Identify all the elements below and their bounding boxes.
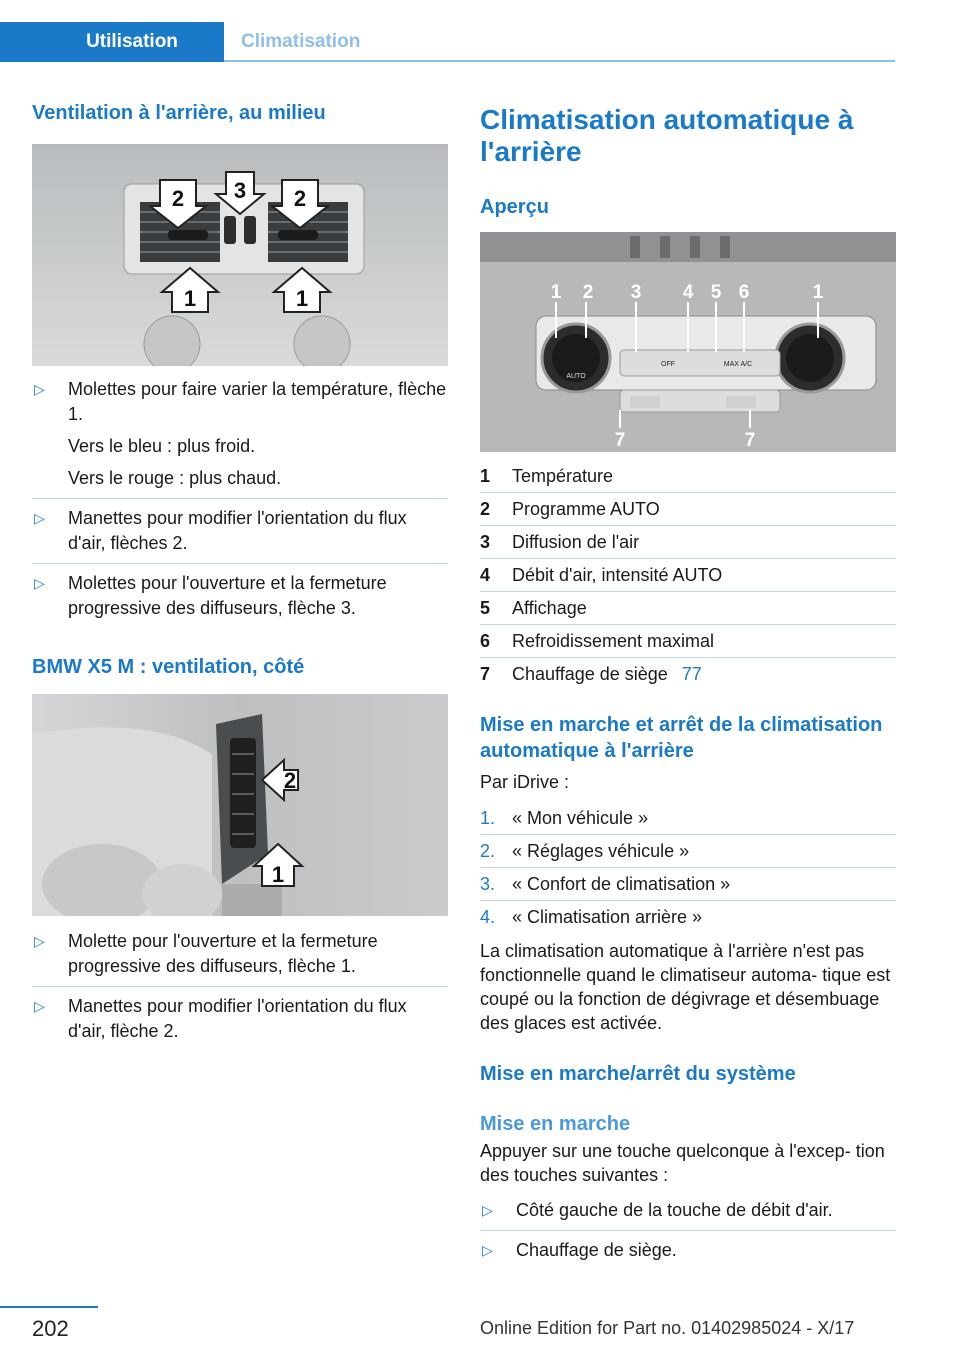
step-number: 3.: [480, 874, 496, 894]
legend-number: 7: [480, 664, 491, 684]
list-item-text: Vers le bleu : plus froid.: [68, 436, 256, 456]
triangle-bullet-icon: ▷: [482, 1202, 493, 1218]
step-number: 4.: [480, 907, 496, 927]
legend-text: Affichage: [512, 598, 587, 618]
legend-row: [480, 559, 896, 592]
panel-label-4: 4: [682, 282, 694, 303]
legend-number: 1: [480, 466, 491, 486]
triangle-bullet-icon: ▷: [34, 575, 45, 591]
panel-label-3: 3: [630, 282, 642, 303]
panel-label-7b: 7: [744, 430, 756, 451]
list-item: [32, 499, 448, 564]
panel-label-5: 5: [710, 282, 722, 303]
legend-row: [480, 592, 896, 625]
tab-utilisation-label: Utilisation: [86, 31, 178, 52]
tab-climatisation[interactable]: [224, 22, 401, 62]
legend-text: Débit d'air, intensité AUTO: [512, 565, 723, 585]
step-item: [480, 901, 896, 933]
photo1-label-1b: 1: [295, 286, 309, 311]
right-column: [480, 100, 896, 1270]
edition-footer: Online Edition for Part no. 01402985024 - X/17: [480, 1318, 855, 1338]
legend-text: Refroidissement maximal: [512, 631, 715, 651]
panel-label-1b: 1: [812, 282, 824, 303]
step-number: 1.: [480, 808, 496, 828]
header-tabs: [0, 22, 895, 62]
legend-row: [480, 658, 896, 690]
list-item-text: Manettes pour modifier l'orientation du flux d'air, flèches 2.: [68, 508, 407, 553]
list-item-text: Molettes pour faire varier la température, flèche 1.: [68, 379, 447, 424]
page-reference-link[interactable]: 77: [681, 664, 702, 684]
panel-maxac-label: MAX A/C: [723, 361, 753, 368]
step-text: « Mon véhicule »: [512, 808, 649, 828]
panel-label-2: 2: [582, 282, 594, 303]
tab-divider: [224, 60, 895, 62]
climate-control-panel-photo: [480, 232, 896, 452]
list-item: [480, 1191, 896, 1231]
photo1-label-2a: 2: [171, 186, 185, 211]
legend-number: 2: [480, 499, 491, 519]
triangle-bullet-icon: ▷: [34, 510, 45, 526]
side-vent-photo: [32, 694, 448, 916]
triangle-bullet-icon: ▷: [34, 998, 45, 1014]
photo2-label-1: 1: [271, 862, 285, 887]
section-title-onoff: Mise en marche et arrêt de la climatisation automatique à l'arrière: [480, 714, 883, 762]
photo2-label-2: 2: [283, 768, 297, 793]
panel-label-7a: 7: [614, 430, 626, 451]
list-item: [480, 1231, 896, 1270]
panel-label-1a: 1: [550, 282, 562, 303]
section-title-system: Mise en marche/arrêt du système: [480, 1063, 796, 1085]
list-item-text: Molette pour l'ouverture et la fermeture progressive des diffuseurs, flèche 1.: [68, 931, 378, 976]
legend-text: Chauffage de siège: [512, 664, 668, 684]
panel-label-6: 6: [738, 282, 750, 303]
step-item: [480, 802, 896, 835]
step-text: « Climatisation arrière »: [512, 907, 703, 927]
legend-number: 5: [480, 598, 491, 618]
idrive-intro: Par iDrive :: [480, 772, 570, 792]
list-item-text: Molettes pour l'ouverture et la fermeture progressive des diffuseurs, flèche 3.: [68, 573, 387, 618]
exceptions-list: [480, 1191, 896, 1270]
legend-text: Diffusion de l'air: [512, 532, 640, 552]
list-item-text: Vers le rouge : plus chaud.: [68, 468, 282, 488]
list-item: [32, 370, 448, 499]
legend-row: [480, 526, 896, 559]
step-text: « Confort de climatisation »: [512, 874, 731, 894]
legend-row: [480, 493, 896, 526]
section-title-overview: Aperçu: [480, 196, 549, 218]
page-number-rule: [0, 1306, 98, 1308]
rear-middle-vents-photo: [32, 144, 448, 366]
page-number: 202: [32, 1316, 69, 1341]
photo1-label-2b: 2: [293, 186, 307, 211]
photo1-label-3: 3: [233, 178, 247, 203]
legend-row: [480, 625, 896, 658]
photo1-label-1a: 1: [183, 286, 197, 311]
step-text: « Réglages véhicule »: [512, 841, 690, 861]
list-item: [32, 987, 448, 1051]
legend-number: 4: [480, 565, 491, 585]
list-item-text: Côté gauche de la touche de débit d'air.: [516, 1200, 833, 1220]
step-item: [480, 868, 896, 901]
panel-auto-label: AUTO: [566, 373, 586, 380]
list-item-text: Manettes pour modifier l'orientation du flux d'air, flèche 2.: [68, 996, 407, 1041]
page-title: Climatisation automatique à l'arrière: [480, 104, 854, 167]
legend-list: [480, 460, 896, 690]
step-number: 2.: [480, 841, 496, 861]
list-item-text: Chauffage de siège.: [516, 1240, 677, 1260]
idrive-steps: [480, 802, 896, 933]
left-column: [32, 100, 448, 1051]
triangle-bullet-icon: ▷: [34, 933, 45, 949]
legend-text: Température: [512, 466, 614, 486]
legend-text: Programme AUTO: [512, 499, 660, 519]
list-item: [32, 922, 448, 987]
section-title-x5m-side-ventilation: BMW X5 M : ventilation, côté: [32, 656, 305, 678]
ventilation-middle-list: [32, 370, 448, 628]
triangle-bullet-icon: ▷: [34, 381, 45, 397]
tab-climatisation-label: Climatisation: [241, 31, 361, 52]
list-item: [32, 564, 448, 628]
panel-off-label: OFF: [661, 361, 675, 368]
subsection-title-on: Mise en marche: [480, 1113, 631, 1135]
on-paragraph: Appuyer sur une touche quelconque à l'excep‐ tion des touches suivantes :: [480, 1141, 885, 1185]
step-item: [480, 835, 896, 868]
legend-number: 3: [480, 532, 491, 552]
note-paragraph: La climatisation automatique à l'arrière n'est pas fonctionnelle quand le climatiseur automa‐ tique est coupé ou la fonction de dégivrage et désembuage des glaces est activée.: [480, 941, 891, 1033]
section-title-rear-middle-ventilation: Ventilation à l'arrière, au milieu: [32, 102, 326, 124]
triangle-bullet-icon: ▷: [482, 1242, 493, 1258]
legend-number: 6: [480, 631, 491, 651]
tab-utilisation[interactable]: [0, 22, 224, 62]
ventilation-side-list: [32, 922, 448, 1051]
legend-row: [480, 460, 896, 493]
